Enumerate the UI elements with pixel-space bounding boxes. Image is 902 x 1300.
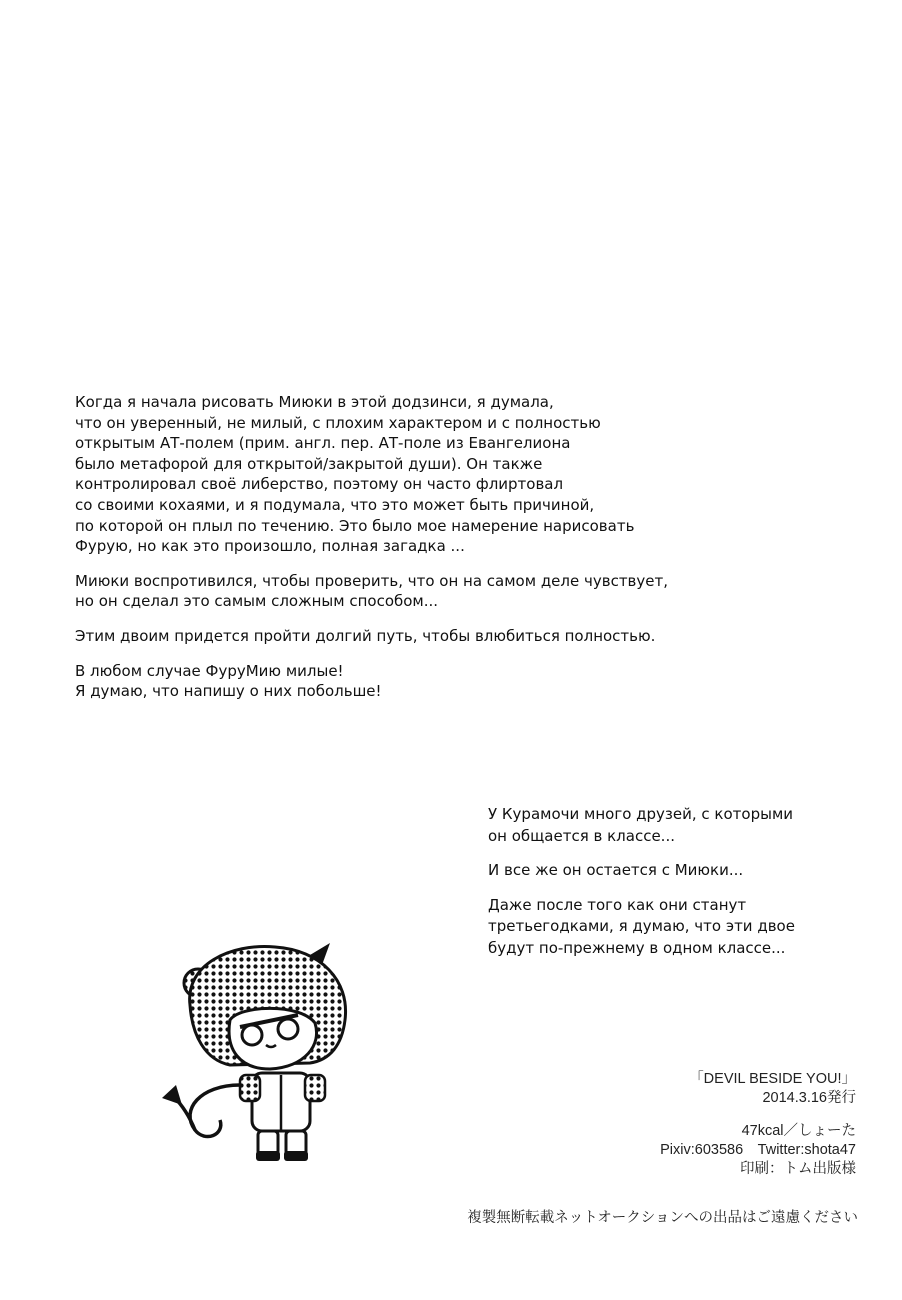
side-paragraph-2: И все же он остается с Миюки... xyxy=(488,861,744,879)
side-paragraph-3: Даже после того как они станут третьегодками, я думаю, что эти двое будут по-прежнему в одном классе... xyxy=(488,895,795,957)
main-paragraph-4: В любом случае ФуруМию милые! Я думаю, что напишу о них побольше! xyxy=(75,661,382,701)
main-paragraph-2: Миюки воспротивился, чтобы проверить, что он на самом деле чувствует, но он сделал это самым сложным способом... xyxy=(75,571,669,611)
side-paragraph-1: У Курамочи много друзей, с которыми он общается в классе... xyxy=(488,805,794,845)
side-text-block xyxy=(488,804,848,972)
main-paragraph-1: Когда я начала рисовать Миюки в этой додзинси, я думала, что он уверенный, не милый, с плохим характером и с полностью открытым АТ-полем (прим. англ. пер. АТ-поле из Евангелиона было метафорой для открытой/закрытой души). Он также контролировал своё либерство, поэтому он часто флиртовал со своими кохаями, и я подумала, что это может быть причиной, по которой он плыл по течению. Это было мое намерение нарисовать Фурую, но как это произошло, полная загадка ... xyxy=(75,393,635,556)
circle-author: 47kcal／しょーた xyxy=(741,1123,856,1139)
author-contacts: Pixiv:603586 Twitter:shota47 xyxy=(660,1142,856,1158)
colophon xyxy=(660,1070,856,1179)
publication-date: 2014.3.16発行 xyxy=(762,1090,856,1106)
reproduction-notice: 複製無断転載ネットオークションへの出品はご遠慮ください xyxy=(467,1210,858,1226)
book-title: 「DEVIL BESIDE YOU!」 xyxy=(689,1071,856,1087)
chibi-devil-character-icon xyxy=(140,935,380,1175)
main-paragraph-3: Этим двоим придется пройти долгий путь, чтобы влюбиться полностью. xyxy=(75,626,656,645)
main-text-block xyxy=(75,392,735,716)
printer-credit: 印刷：トム出版様 xyxy=(740,1161,856,1177)
